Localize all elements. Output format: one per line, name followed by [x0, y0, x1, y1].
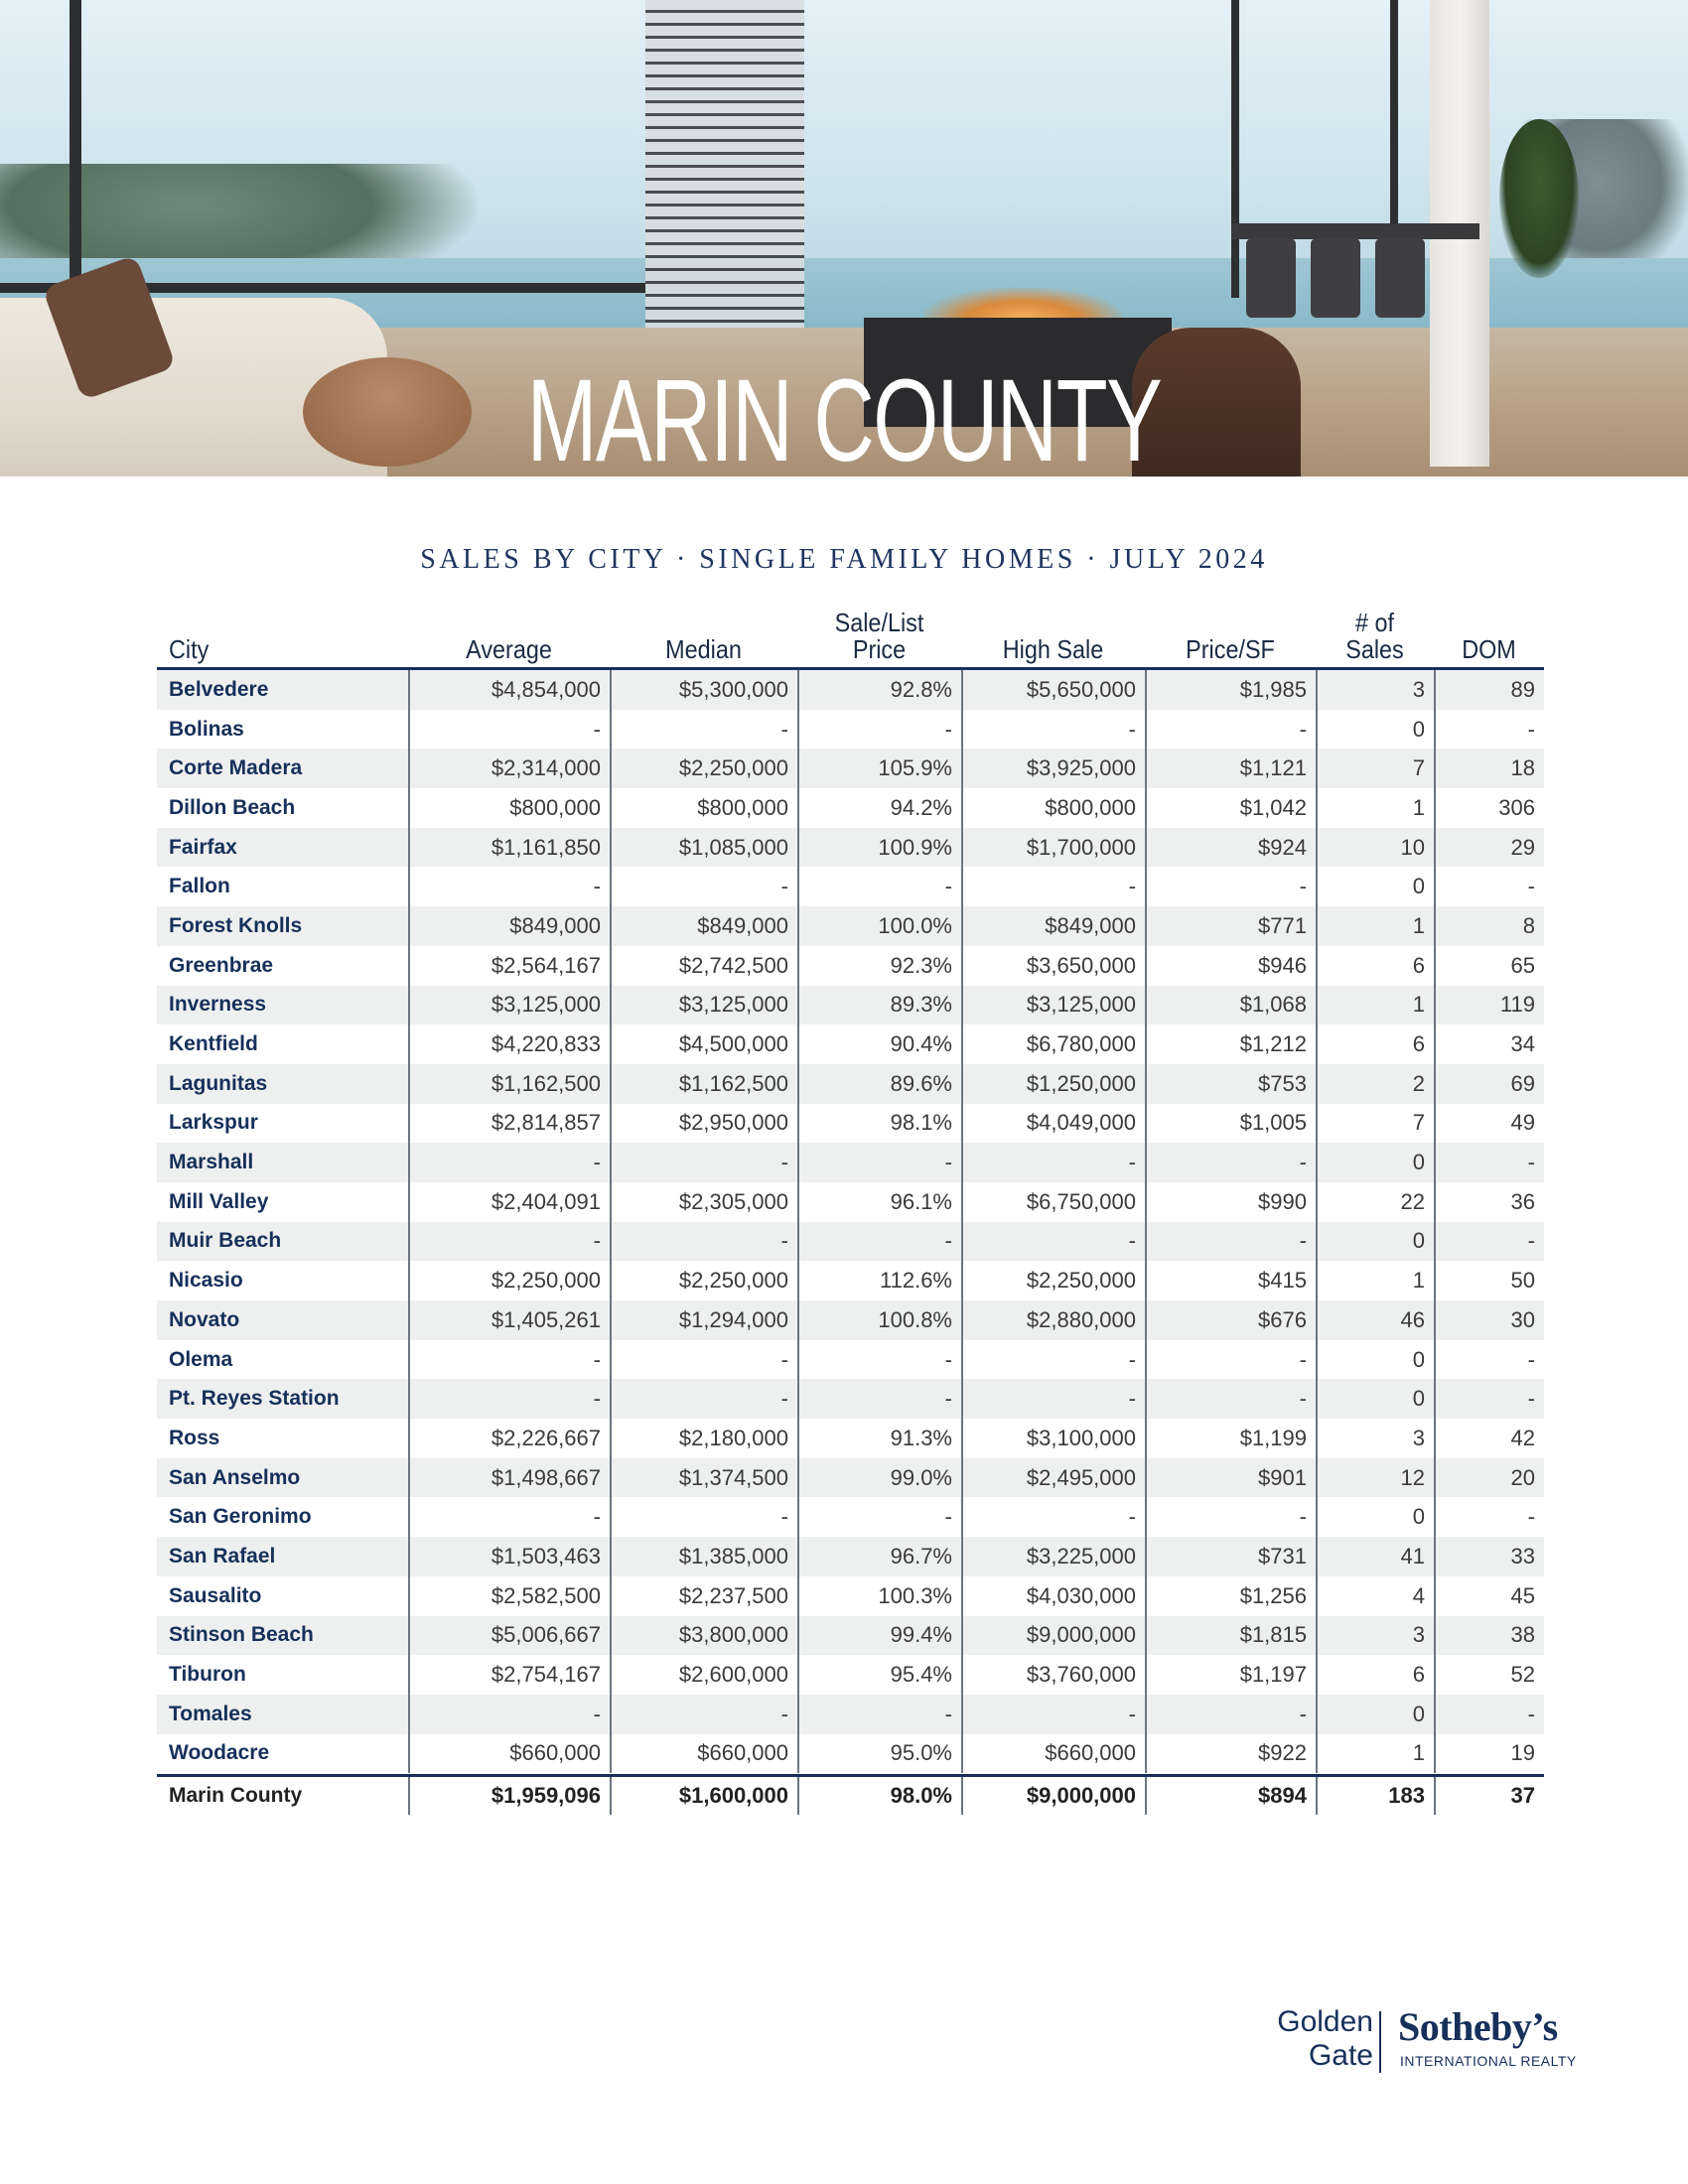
- cell-dom: -: [1434, 1222, 1544, 1262]
- cell-price-per-sf: -: [1145, 867, 1316, 906]
- cell-median: $2,950,000: [610, 1104, 797, 1144]
- cell-median: $2,180,000: [610, 1419, 797, 1458]
- cell-average: -: [408, 710, 610, 750]
- cell-average: -: [408, 1222, 610, 1262]
- table-row: [157, 828, 1544, 868]
- cell-average: $2,582,500: [408, 1576, 610, 1616]
- cell-number-of-sales: 0: [1316, 1222, 1434, 1262]
- cell-price-per-sf: -: [1145, 1143, 1316, 1182]
- cell-average: $2,564,167: [408, 946, 610, 986]
- cell-high-sale: -: [961, 1143, 1145, 1182]
- cell-median: $5,300,000: [610, 670, 797, 710]
- cell-dom: 19: [1434, 1734, 1544, 1774]
- cell-sale-list-price: 100.8%: [797, 1300, 961, 1340]
- total-dom: 37: [1434, 1777, 1544, 1815]
- cell-dom: 30: [1434, 1300, 1544, 1340]
- cell-high-sale: $6,780,000: [961, 1024, 1145, 1064]
- cell-price-per-sf: $1,212: [1145, 1024, 1316, 1064]
- table-header: [157, 604, 1544, 669]
- cell-sale-list-price: 98.1%: [797, 1104, 961, 1144]
- total-average: $1,959,096: [408, 1777, 610, 1815]
- cell-average: $2,404,091: [408, 1182, 610, 1222]
- cell-median: -: [610, 710, 797, 750]
- cell-city: San Rafael: [169, 1544, 276, 1568]
- cell-dom: -: [1434, 1497, 1544, 1537]
- cell-high-sale: -: [961, 1379, 1145, 1419]
- cell-dom: 33: [1434, 1537, 1544, 1576]
- window-blinds: [645, 0, 804, 328]
- cell-price-per-sf: $924: [1145, 828, 1316, 868]
- cell-city: Forest Knolls: [169, 913, 303, 937]
- table-row: [157, 1734, 1544, 1774]
- hero-plant: [1499, 119, 1579, 278]
- cell-number-of-sales: 0: [1316, 1695, 1434, 1734]
- cell-high-sale: -: [961, 1340, 1145, 1380]
- cell-sale-list-price: -: [797, 1340, 961, 1380]
- table-row: [157, 1458, 1544, 1498]
- table-row: [157, 906, 1544, 946]
- cell-price-per-sf: $1,121: [1145, 749, 1316, 788]
- table-row: [157, 1576, 1544, 1616]
- cell-city: Marshall: [169, 1151, 254, 1174]
- cell-number-of-sales: 7: [1316, 1104, 1434, 1144]
- cell-price-per-sf: $1,256: [1145, 1576, 1316, 1616]
- cell-dom: 65: [1434, 946, 1544, 986]
- sales-table-body: [157, 670, 1544, 1773]
- hero-chair: [1311, 238, 1360, 318]
- cell-price-per-sf: $1,042: [1145, 788, 1316, 828]
- cell-number-of-sales: 12: [1316, 1458, 1434, 1498]
- cell-number-of-sales: 6: [1316, 1024, 1434, 1064]
- cell-dom: 38: [1434, 1616, 1544, 1656]
- cell-average: $2,314,000: [408, 749, 610, 788]
- column-header-high-sale: High Sale: [1002, 634, 1104, 664]
- cell-sale-list-price: 94.2%: [797, 788, 961, 828]
- cell-sale-list-price: -: [797, 710, 961, 750]
- cell-high-sale: -: [961, 1497, 1145, 1537]
- cell-high-sale: $660,000: [961, 1734, 1145, 1774]
- cell-dom: -: [1434, 1143, 1544, 1182]
- cell-average: $849,000: [408, 906, 610, 946]
- table-row: [157, 1064, 1544, 1104]
- cell-median: -: [610, 1340, 797, 1380]
- cell-city: Olema: [169, 1347, 233, 1371]
- cell-average: $4,854,000: [408, 670, 610, 710]
- cell-number-of-sales: 0: [1316, 1143, 1434, 1182]
- cell-city: Corte Madera: [169, 756, 303, 780]
- table-row: [157, 710, 1544, 750]
- cell-median: $2,600,000: [610, 1655, 797, 1695]
- cell-dom: 20: [1434, 1458, 1544, 1498]
- cell-number-of-sales: 0: [1316, 1340, 1434, 1380]
- total-number-of-sales: 183: [1316, 1777, 1434, 1815]
- table-row: [157, 749, 1544, 788]
- cell-high-sale: $5,650,000: [961, 670, 1145, 710]
- table-row: [157, 1143, 1544, 1182]
- cell-sale-list-price: -: [797, 1695, 961, 1734]
- cell-price-per-sf: $731: [1145, 1537, 1316, 1576]
- cell-median: $2,305,000: [610, 1182, 797, 1222]
- cell-sale-list-price: -: [797, 867, 961, 906]
- cell-median: $3,800,000: [610, 1616, 797, 1656]
- cell-median: $1,294,000: [610, 1300, 797, 1340]
- cell-average: -: [408, 1379, 610, 1419]
- cell-price-per-sf: -: [1145, 1340, 1316, 1380]
- cell-price-per-sf: -: [1145, 1695, 1316, 1734]
- cell-price-per-sf: -: [1145, 710, 1316, 750]
- table-row: [157, 867, 1544, 906]
- cell-city: Stinson Beach: [169, 1623, 314, 1647]
- cell-average: $4,220,833: [408, 1024, 610, 1064]
- cell-high-sale: -: [961, 1222, 1145, 1262]
- cell-dom: 8: [1434, 906, 1544, 946]
- cell-sale-list-price: 96.1%: [797, 1182, 961, 1222]
- cell-sale-list-price: 100.0%: [797, 906, 961, 946]
- cell-number-of-sales: 46: [1316, 1300, 1434, 1340]
- cell-median: -: [610, 1222, 797, 1262]
- cell-sale-list-price: 91.3%: [797, 1419, 961, 1458]
- cell-average: $2,226,667: [408, 1419, 610, 1458]
- cell-average: $3,125,000: [408, 986, 610, 1025]
- cell-dom: 36: [1434, 1182, 1544, 1222]
- cell-average: -: [408, 1695, 610, 1734]
- table-row: [157, 1340, 1544, 1380]
- brand-logo: [1246, 2005, 1604, 2085]
- cell-price-per-sf: $990: [1145, 1182, 1316, 1222]
- cell-number-of-sales: 0: [1316, 1497, 1434, 1537]
- cell-median: $1,374,500: [610, 1458, 797, 1498]
- cell-median: $2,237,500: [610, 1576, 797, 1616]
- column-header-average: Average: [466, 634, 552, 664]
- table-row: [157, 1655, 1544, 1695]
- cell-number-of-sales: 1: [1316, 1261, 1434, 1300]
- cell-high-sale: $1,700,000: [961, 828, 1145, 868]
- cell-high-sale: $1,250,000: [961, 1064, 1145, 1104]
- cell-median: $660,000: [610, 1734, 797, 1774]
- cell-number-of-sales: 0: [1316, 710, 1434, 750]
- total-city: Marin County: [169, 1784, 303, 1807]
- cell-median: $2,250,000: [610, 1261, 797, 1300]
- cell-number-of-sales: 3: [1316, 670, 1434, 710]
- cell-sale-list-price: 100.3%: [797, 1576, 961, 1616]
- hero-chair: [1246, 238, 1296, 318]
- cell-dom: -: [1434, 1695, 1544, 1734]
- column-header-median: Median: [665, 634, 742, 664]
- cell-median: $2,742,500: [610, 946, 797, 986]
- table-row: [157, 1261, 1544, 1300]
- cell-median: $1,162,500: [610, 1064, 797, 1104]
- cell-price-per-sf: $922: [1145, 1734, 1316, 1774]
- cell-high-sale: $3,650,000: [961, 946, 1145, 986]
- cell-number-of-sales: 0: [1316, 867, 1434, 906]
- cell-dom: 49: [1434, 1104, 1544, 1144]
- cell-average: $1,498,667: [408, 1458, 610, 1498]
- cell-high-sale: $9,000,000: [961, 1616, 1145, 1656]
- cell-high-sale: $3,925,000: [961, 749, 1145, 788]
- cell-median: -: [610, 1379, 797, 1419]
- cell-dom: 42: [1434, 1419, 1544, 1458]
- cell-number-of-sales: 4: [1316, 1576, 1434, 1616]
- table-row: [157, 1222, 1544, 1262]
- cell-city: Larkspur: [169, 1111, 258, 1135]
- cell-number-of-sales: 2: [1316, 1064, 1434, 1104]
- cell-average: $1,405,261: [408, 1300, 610, 1340]
- table-row: [157, 1104, 1544, 1144]
- cell-city: Belvedere: [169, 677, 269, 701]
- cell-high-sale: $4,049,000: [961, 1104, 1145, 1144]
- cell-sale-list-price: 89.3%: [797, 986, 961, 1025]
- logo-golden-gate: [1277, 2005, 1373, 2073]
- cell-city: Sausalito: [169, 1583, 262, 1607]
- cell-price-per-sf: $1,815: [1145, 1616, 1316, 1656]
- report-subtitle: SALES BY CITY · SINGLE FAMILY HOMES · JULY 2024: [420, 544, 1268, 575]
- cell-high-sale: $849,000: [961, 906, 1145, 946]
- cell-average: $2,814,857: [408, 1104, 610, 1144]
- cell-median: -: [610, 1143, 797, 1182]
- cell-city: Fallon: [169, 875, 230, 898]
- cell-median: $2,250,000: [610, 749, 797, 788]
- cell-dom: 52: [1434, 1655, 1544, 1695]
- table-row: [157, 1695, 1544, 1734]
- column-header-sale-list-price: Sale/List Price: [834, 608, 924, 664]
- cell-average: $2,754,167: [408, 1655, 610, 1695]
- cell-city: Nicasio: [169, 1269, 243, 1293]
- table-row: [157, 788, 1544, 828]
- cell-sale-list-price: 112.6%: [797, 1261, 961, 1300]
- table-row: [157, 1300, 1544, 1340]
- cell-high-sale: $2,495,000: [961, 1458, 1145, 1498]
- cell-sale-list-price: 92.8%: [797, 670, 961, 710]
- cell-price-per-sf: -: [1145, 1497, 1316, 1537]
- cell-average: $1,503,463: [408, 1537, 610, 1576]
- table-row: [157, 1379, 1544, 1419]
- cell-average: -: [408, 867, 610, 906]
- cell-city: San Anselmo: [169, 1465, 301, 1489]
- cell-city: Greenbrae: [169, 953, 274, 977]
- cell-high-sale: $2,250,000: [961, 1261, 1145, 1300]
- cell-dom: -: [1434, 867, 1544, 906]
- cell-sale-list-price: 105.9%: [797, 749, 961, 788]
- cell-price-per-sf: $771: [1145, 906, 1316, 946]
- cell-average: -: [408, 1143, 610, 1182]
- cell-average: $800,000: [408, 788, 610, 828]
- cell-sale-list-price: 89.6%: [797, 1064, 961, 1104]
- cell-dom: -: [1434, 1340, 1544, 1380]
- cell-average: $5,006,667: [408, 1616, 610, 1656]
- cell-high-sale: -: [961, 867, 1145, 906]
- table-row: [157, 1182, 1544, 1222]
- cell-average: $660,000: [408, 1734, 610, 1774]
- total-price-per-sf: $894: [1145, 1777, 1316, 1815]
- cell-city: Ross: [169, 1426, 220, 1449]
- logo-line2: Gate: [1308, 2039, 1373, 2072]
- cell-number-of-sales: 7: [1316, 749, 1434, 788]
- cell-city: Inverness: [169, 993, 267, 1017]
- table-row: [157, 946, 1544, 986]
- cell-high-sale: $2,880,000: [961, 1300, 1145, 1340]
- cell-median: $1,385,000: [610, 1537, 797, 1576]
- cell-median: $1,085,000: [610, 828, 797, 868]
- page-title: MARIN COUNTY: [526, 355, 1162, 486]
- cell-price-per-sf: $946: [1145, 946, 1316, 986]
- cell-high-sale: $3,225,000: [961, 1537, 1145, 1576]
- cell-price-per-sf: $1,068: [1145, 986, 1316, 1025]
- cell-median: $3,125,000: [610, 986, 797, 1025]
- cell-dom: 306: [1434, 788, 1544, 828]
- cell-dom: 89: [1434, 670, 1544, 710]
- cell-dom: -: [1434, 1379, 1544, 1419]
- cell-number-of-sales: 6: [1316, 1655, 1434, 1695]
- cell-high-sale: -: [961, 710, 1145, 750]
- cell-city: Muir Beach: [169, 1229, 282, 1253]
- cell-price-per-sf: $1,005: [1145, 1104, 1316, 1144]
- cell-number-of-sales: 1: [1316, 788, 1434, 828]
- column-header-price-sf: Price/SF: [1186, 634, 1275, 664]
- table-row: [157, 1537, 1544, 1576]
- cell-city: Pt. Reyes Station: [169, 1387, 340, 1411]
- cell-city: Lagunitas: [169, 1071, 268, 1095]
- logo-separator: [1379, 2011, 1381, 2073]
- cell-dom: -: [1434, 710, 1544, 750]
- window-frame: [1231, 0, 1239, 298]
- cell-median: -: [610, 867, 797, 906]
- cell-sale-list-price: 100.9%: [797, 828, 961, 868]
- cell-sale-list-price: 99.4%: [797, 1616, 961, 1656]
- table-row: [157, 1497, 1544, 1537]
- cell-dom: 69: [1434, 1064, 1544, 1104]
- hero-chair: [1375, 238, 1425, 318]
- cell-dom: 119: [1434, 986, 1544, 1025]
- total-median: $1,600,000: [610, 1777, 797, 1815]
- cell-price-per-sf: $415: [1145, 1261, 1316, 1300]
- cell-price-per-sf: $1,199: [1145, 1419, 1316, 1458]
- cell-high-sale: $3,100,000: [961, 1419, 1145, 1458]
- cell-dom: 34: [1434, 1024, 1544, 1064]
- cell-sale-list-price: -: [797, 1222, 961, 1262]
- table-total-row: [157, 1777, 1544, 1815]
- column-header-dom: DOM: [1462, 634, 1516, 664]
- hero-dining-table: [1231, 223, 1479, 239]
- table-row: [157, 670, 1544, 710]
- cell-sale-list-price: -: [797, 1497, 961, 1537]
- total-high-sale: $9,000,000: [961, 1777, 1145, 1815]
- cell-dom: 18: [1434, 749, 1544, 788]
- cell-sale-list-price: 95.0%: [797, 1734, 961, 1774]
- cell-sale-list-price: 90.4%: [797, 1024, 961, 1064]
- logo-tagline: INTERNATIONAL REALTY: [1400, 2053, 1577, 2069]
- cell-median: $849,000: [610, 906, 797, 946]
- cell-median: $4,500,000: [610, 1024, 797, 1064]
- cell-high-sale: $4,030,000: [961, 1576, 1145, 1616]
- cell-number-of-sales: 1: [1316, 986, 1434, 1025]
- table-row: [157, 1024, 1544, 1064]
- cell-dom: 45: [1434, 1576, 1544, 1616]
- cell-city: Woodacre: [169, 1741, 270, 1765]
- cell-high-sale: $6,750,000: [961, 1182, 1145, 1222]
- cell-average: $1,161,850: [408, 828, 610, 868]
- cell-number-of-sales: 22: [1316, 1182, 1434, 1222]
- cell-price-per-sf: $1,985: [1145, 670, 1316, 710]
- column-header-number-of-sales: # of Sales: [1345, 608, 1404, 664]
- cell-high-sale: $800,000: [961, 788, 1145, 828]
- cell-city: Bolinas: [169, 717, 244, 741]
- cell-median: -: [610, 1497, 797, 1537]
- cell-price-per-sf: $901: [1145, 1458, 1316, 1498]
- cell-city: Kentfield: [169, 1032, 258, 1056]
- cell-city: Tiburon: [169, 1663, 246, 1687]
- cell-number-of-sales: 0: [1316, 1379, 1434, 1419]
- cell-city: Mill Valley: [169, 1189, 269, 1213]
- cell-high-sale: $3,125,000: [961, 986, 1145, 1025]
- cell-number-of-sales: 6: [1316, 946, 1434, 986]
- cell-dom: 50: [1434, 1261, 1544, 1300]
- total-sale-list-price: 98.0%: [797, 1777, 961, 1815]
- logo-line1: Golden: [1277, 2005, 1373, 2038]
- cell-average: $2,250,000: [408, 1261, 610, 1300]
- cell-dom: 29: [1434, 828, 1544, 868]
- logo-brand: Sotheby’s: [1398, 2004, 1558, 2049]
- cell-number-of-sales: 41: [1316, 1537, 1434, 1576]
- cell-city: San Geronimo: [169, 1505, 312, 1529]
- cell-number-of-sales: 1: [1316, 1734, 1434, 1774]
- cell-average: -: [408, 1497, 610, 1537]
- cell-sale-list-price: -: [797, 1379, 961, 1419]
- cell-number-of-sales: 10: [1316, 828, 1434, 868]
- cell-median: $800,000: [610, 788, 797, 828]
- cell-number-of-sales: 1: [1316, 906, 1434, 946]
- cell-number-of-sales: 3: [1316, 1616, 1434, 1656]
- column-header-city: City: [169, 634, 210, 664]
- cell-price-per-sf: -: [1145, 1379, 1316, 1419]
- cell-sale-list-price: -: [797, 1143, 961, 1182]
- cell-city: Fairfax: [169, 835, 237, 859]
- cell-sale-list-price: 92.3%: [797, 946, 961, 986]
- cell-number-of-sales: 3: [1316, 1419, 1434, 1458]
- cell-median: -: [610, 1695, 797, 1734]
- cell-city: Dillon Beach: [169, 795, 296, 819]
- cell-sale-list-price: 96.7%: [797, 1537, 961, 1576]
- cell-city: Tomales: [169, 1702, 252, 1725]
- cell-price-per-sf: $676: [1145, 1300, 1316, 1340]
- cell-sale-list-price: 95.4%: [797, 1655, 961, 1695]
- cell-average: -: [408, 1340, 610, 1380]
- cell-city: Novato: [169, 1307, 240, 1331]
- cell-average: $1,162,500: [408, 1064, 610, 1104]
- cell-high-sale: -: [961, 1695, 1145, 1734]
- table-row: [157, 986, 1544, 1025]
- cell-sale-list-price: 99.0%: [797, 1458, 961, 1498]
- cell-price-per-sf: -: [1145, 1222, 1316, 1262]
- cell-price-per-sf: $1,197: [1145, 1655, 1316, 1695]
- cell-high-sale: $3,760,000: [961, 1655, 1145, 1695]
- table-row: [157, 1616, 1544, 1656]
- cell-price-per-sf: $753: [1145, 1064, 1316, 1104]
- table-row: [157, 1419, 1544, 1458]
